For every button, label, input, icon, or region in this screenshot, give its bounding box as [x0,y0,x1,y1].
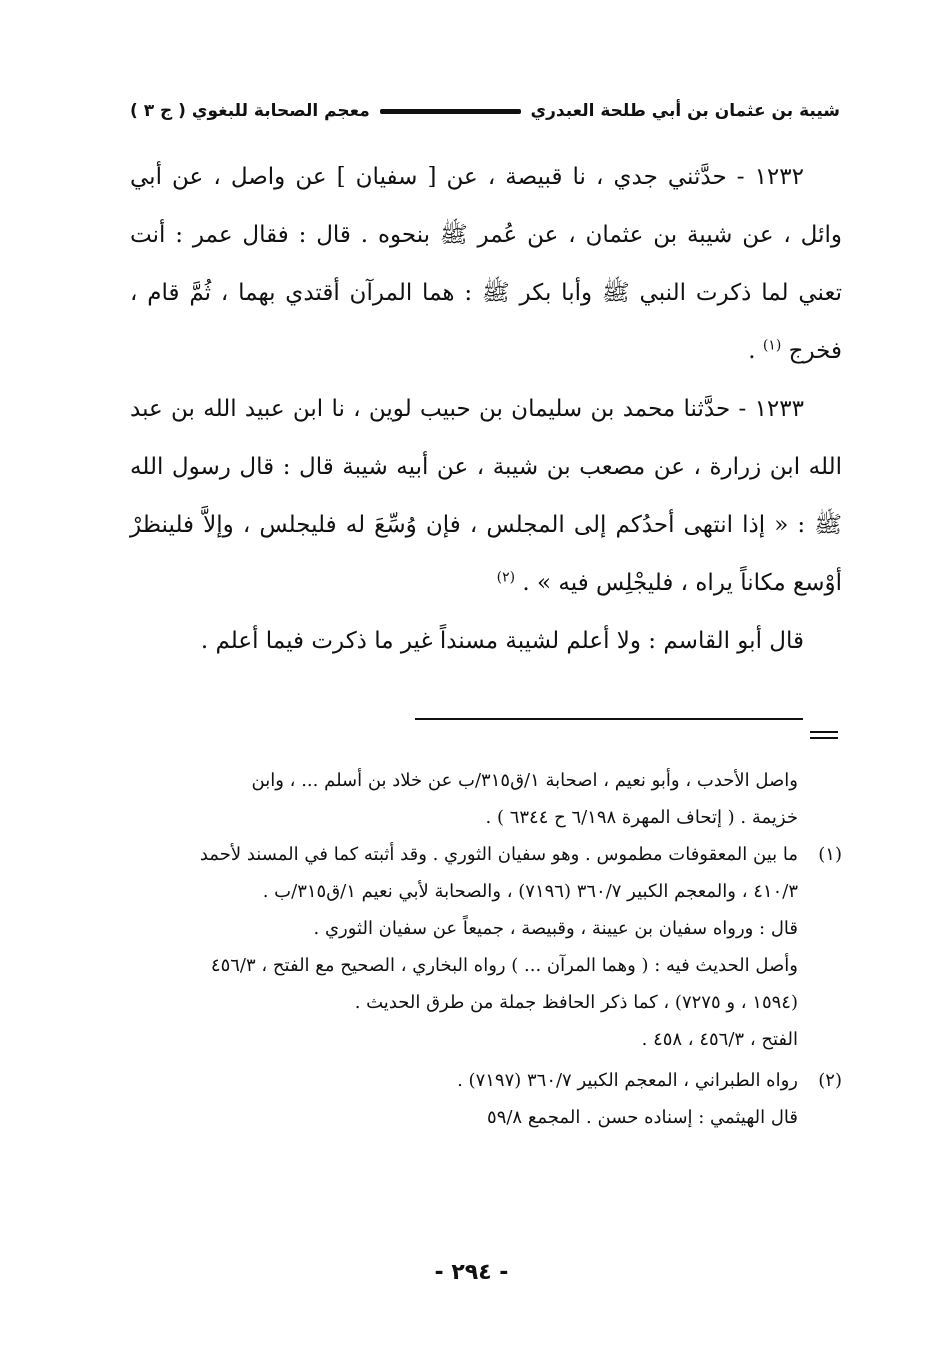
header-rule [380,109,521,114]
footnote-continuation-mark [810,731,838,739]
closing-remark: قال أبو القاسم : ولا أعلم لشيبة مسنداً غير ما ذكرت فيما أعلم . [200,628,804,654]
footnote-number: (١) [818,844,842,865]
footnote-line: وأصل الحديث فيه : ( وهما المرآن ... ) رواه البخاري ، الصحيح مع الفتح ، ٤٥٦/٣ [210,955,798,976]
hadith-1232 [130,148,842,380]
hadith-1233 [130,380,842,612]
footnote-ref-1: (١) [762,337,782,354]
main-text [130,148,842,670]
footnote-line: الفتح ، ٤٥٦/٣ ، ٤٥٨ . [641,1029,798,1050]
footnote-line: قال : ورواه سفيان بن عيينة ، وقبيصة ، جميعاً عن سفيان الثوري . [313,918,798,939]
footnote-2 [130,1062,842,1136]
footnote-continuation [130,762,842,836]
footnote-line: (١٥٩٤ ، و ٧٢٧٥) ، كما ذكر الحافظ جملة من طرق الحديث . [354,992,798,1013]
running-header [130,94,840,128]
footnote-separator [415,718,803,720]
footnote-continuation-line: واصل الأحدب ، وأبو نعيم ، اصحابة ١/ق٣١٥/ب عن خلاد بن أسلم ... ، وابن [251,770,798,791]
footnote-ref-2: (٢) [496,569,516,586]
footnote-line: ما بين المعقوفات مطموس . وهو سفيان الثوري . وقد أثبته كما في المسند لأحمد [199,844,798,865]
page-number: - ٢٩٤ - [434,1260,509,1285]
header-chapter-title: شيبة بن عثمان بن أبي طلحة العبدري [530,101,840,121]
hadith-1233-text: ١٢٣٣ - حدَّثنا محمد بن سليمان بن حبيب لوين ، نا ابن عبيد الله بن عبد الله ابن زرارة ، عن مصعب بن شيبة ، عن أبيه شيبة قال : قال رسول الله ﷺ : « إذا انتهى أحدُكم إلى المجلس ، فإن وُسِّعَ له فليجلس ، وإلاَّ فلينظرْ أوْسع مكاناً يراه ، فليجْلِس فيه » . [130,396,842,596]
footnote-lines [130,836,798,1058]
hadith-1232-end: . [748,338,763,364]
footnotes [130,762,842,1136]
header-book-title: معجم الصحابة للبغوي ( ج ٣ ) [130,101,370,121]
footnote-line: قال الهيثمي : إسناده حسن . المجمع ٥٩/٨ [487,1107,798,1128]
footnote-lines [130,1062,798,1136]
footnote-continuation-line: خزيمة . ( إتحاف المهرة ٦/١٩٨ ح ٦٣٤٤ ) . [485,807,798,828]
footnote-1 [130,836,842,1058]
footnote-line: ٤١٠/٣ ، والمعجم الكبير ٣٦٠/٧ (٧١٩٦) ، والصحابة لأبي نعيم ١/ق٣١٥/ب . [262,881,798,902]
footnote-number: (٢) [818,1070,842,1091]
hadith-1232-text: ١٢٣٢ - حدَّثني جدي ، نا قبيصة ، عن [ سفيان ] عن واصل ، عن أبي وائل ، عن شيبة بن عثمان ، عن عُمر ﷺ بنحوه . قال : فقال عمر : أنت تعني لما ذكرت النبي ﷺ وأبا بكر ﷺ : هما المرآن أقتدي بهما ، ثُمَّ قام ، فخرج [130,164,842,364]
footnote-line: رواه الطبراني ، المعجم الكبير ٣٦٠/٧ (٧١٩٧) . [457,1070,798,1091]
